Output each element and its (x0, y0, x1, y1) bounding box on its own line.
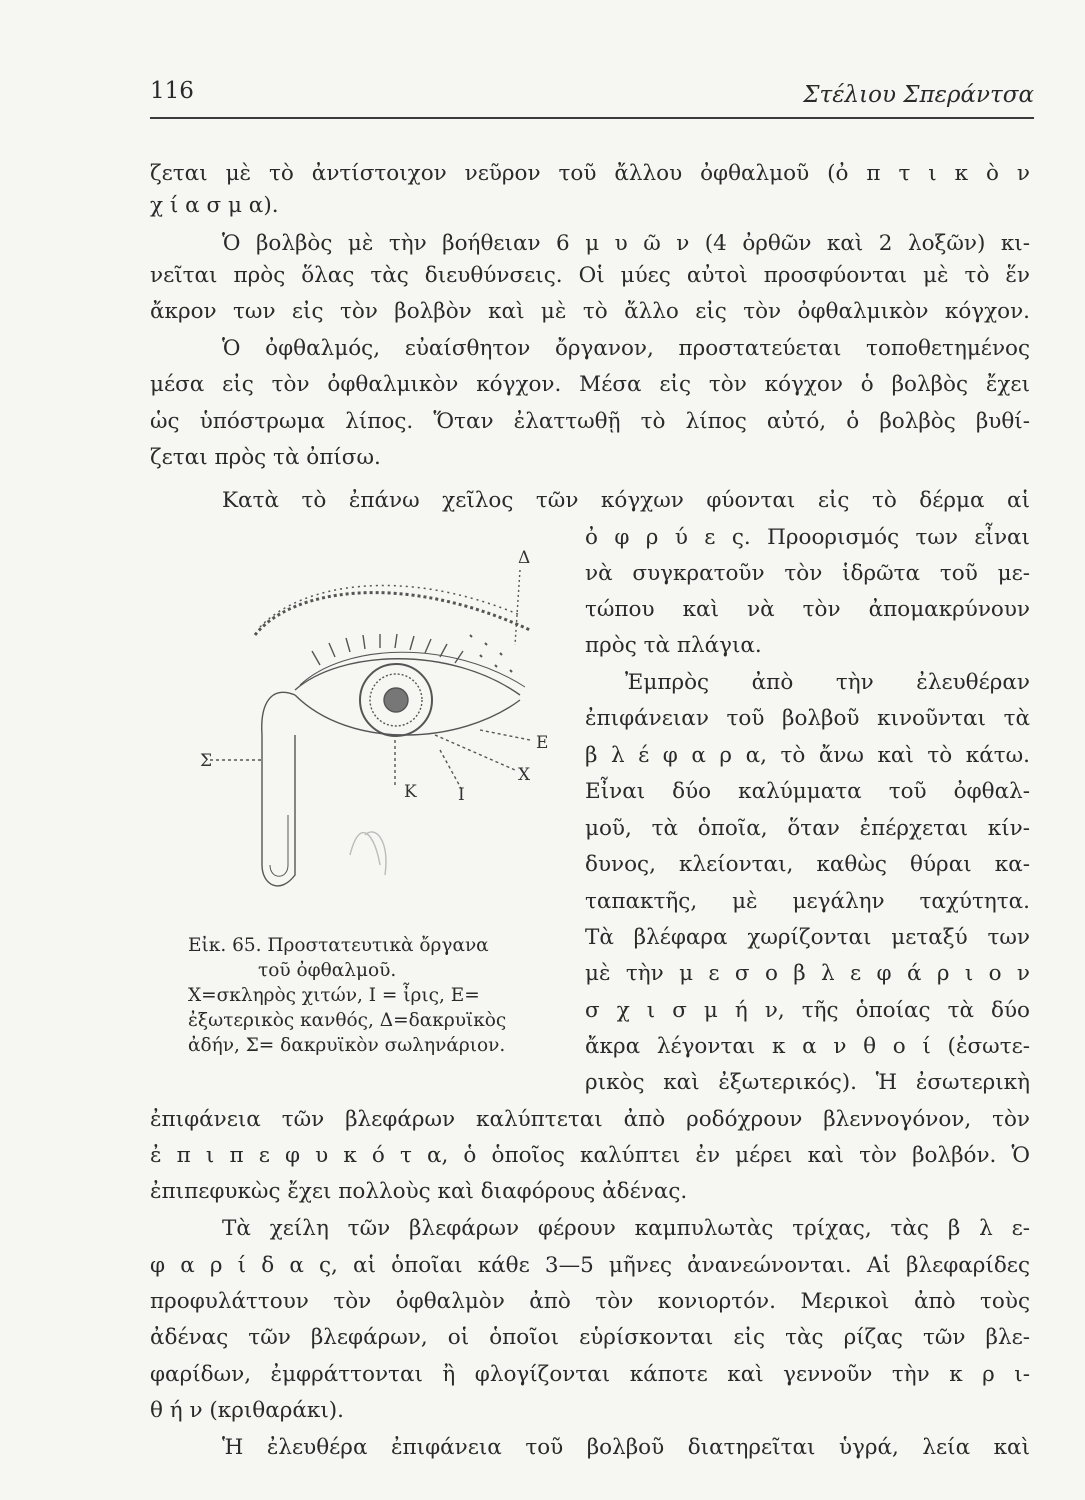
text-line: μὲ τὴν μ ε σ ο β λ ε φ ά ρ ι ο ν (585, 961, 1030, 986)
text-line: μοῦ, τὰ ὁποῖα, ὅταν ἐπέρχεται κίν- (585, 816, 1030, 841)
text-line: θ ή ν (κριθαράκι). (150, 1398, 345, 1423)
figure-label-k: Κ (404, 782, 417, 802)
text-line: ὡς ὑπόστρωμα λίπος. Ὅταν ἐλαττωθῇ τὸ λίπος αὐτό, ὁ βολβὸς βυθί- (150, 409, 1030, 434)
figure-caption-line: τοῦ ὀφθαλμοῦ. (258, 960, 397, 981)
text-line: τώπου καὶ νὰ τὸν ἀπομακρύνουν (585, 597, 1030, 622)
text-line: χ ί α σ μ α). (150, 193, 279, 218)
figure-caption-line: ἀδήν, Σ= δακρυϊκὸν σωληνάριον. (188, 1035, 506, 1056)
text-line: β λ έ φ α ρ α, τὸ ἄνω καὶ τὸ κάτω. (585, 743, 1030, 768)
text-line: ζεται πρὸς τὰ ὀπίσω. (150, 445, 381, 470)
text-line: μέσα εἰς τὸν ὀφθαλμικὸν κόγχον. Μέσα εἰς τὸν κόγχον ὁ βολβὸς ἔχει (150, 372, 1030, 397)
text-line: ἐπιφάνειαν τοῦ βολβοῦ κινοῦνται τὰ (585, 706, 1030, 731)
text-line: φ α ρ ί δ α ς, αἱ ὁποῖαι κάθε 3—5 μῆνες ἀνανεώνονται. Αἱ βλεφαρίδες (150, 1253, 1030, 1278)
eye-figure (200, 535, 575, 920)
text-line: σ χ ι σ μ ή ν, τῆς ὁποίας τὰ δύο (585, 998, 1030, 1023)
figure-caption-line: Χ=σκληρὸς χιτών, Ι = ἶρις, Ε= (188, 985, 480, 1006)
text-line: ἐ π ι π ε φ υ κ ό τ α, ὁ ὁποῖος καλύπτει ἐν μέρει καὶ τὸν βολβόν. Ὁ (150, 1143, 1030, 1168)
header-rule (150, 117, 1034, 119)
text-line: ἄκρα λέγονται κ α ν θ ο ί (ἐσωτε- (585, 1034, 1030, 1059)
figure-label-i: Ι (458, 785, 465, 805)
text-line: ἐπιφάνεια τῶν βλεφάρων καλύπτεται ἀπὸ ροδόχρουν βλεννογόνον, τὸν (150, 1107, 1030, 1132)
text-line: πρὸς τὰ πλάγια. (585, 633, 762, 658)
text-line: ἀδένας τῶν βλεφάρων, οἱ ὁποῖοι εὑρίσκονται εἰς τὰς ρίζας τῶν βλε- (150, 1325, 1030, 1350)
text-line: Ὁ ὀφθαλμός, εὐαίσθητον ὄργανον, προστατεύεται τοποθετημένος (222, 336, 1030, 361)
text-line: προφυλάττουν τὸν ὀφθαλμὸν ἀπὸ τὸν κονιορτόν. Μερικοὶ ἀπὸ τοὺς (150, 1289, 1030, 1314)
text-line: νὰ συγκρατοῦν τὸν ἱδρῶτα τοῦ με- (585, 561, 1030, 586)
eye-illustration (200, 535, 575, 920)
page-header (150, 74, 1034, 114)
text-line: ὀ φ ρ ύ ε ς. Προορισμός των εἶναι (585, 525, 1030, 550)
text-line: νεῖται πρὸς ὅλας τὰς διευθύνσεις. Οἱ μύες αὐτοὶ προσφύονται μὲ τὸ ἕν (150, 263, 1030, 288)
text-line: ζεται μὲ τὸ ἀντίστοιχον νεῦρον τοῦ ἄλλου ὀφθαλμοῦ (ὀ π τ ι κ ὸ ν (150, 161, 1030, 186)
text-line: ἐπιπεφυκὼς ἔχει πολλοὺς καὶ διαφόρους ἀδένας. (150, 1179, 688, 1204)
text-line: Ἡ ἐλευθέρα ἐπιφάνεια τοῦ βολβοῦ διατηρεῖται ὑγρά, λεία καὶ (222, 1435, 1030, 1460)
figure-label-s: Σ (200, 751, 213, 771)
page-number: 116 (150, 78, 194, 104)
running-title: Στέλιου Σπεράντσα (803, 82, 1034, 108)
figure-label-a: Δ (518, 548, 531, 568)
figure-label-e: Ε (536, 733, 549, 753)
text-line: ταπακτῆς, μὲ μεγάλην ταχύτητα. (585, 889, 1030, 914)
figure-caption-title: Εἰκ. 65. Προστατευτικὰ ὄργανα (188, 935, 489, 956)
text-line: φαρίδων, ἐμφράττονται ἢ φλογίζονται κάποτε καὶ γεννοῦν τὴν κ ρ ι- (150, 1362, 1030, 1387)
text-line: Τὰ βλέφαρα χωρίζονται μεταξύ των (585, 925, 1030, 950)
text-line: ἄκρον των εἰς τὸν βολβὸν καὶ μὲ τὸ ἄλλο εἰς τὸν ὀφθαλμικὸν κόγχον. (150, 299, 1030, 324)
text-line: Εἶναι δύο καλύμματα τοῦ ὀφθαλ- (585, 779, 1030, 804)
text-line: Ἐμπρὸς ἀπὸ τὴν ἐλευθέραν (625, 670, 1030, 695)
figure-label-x: Χ (518, 765, 531, 785)
text-line: ρικὸς καὶ ἐξωτερικός). Ἡ ἐσωτερικὴ (585, 1070, 1030, 1095)
text-line: δυνος, κλείονται, καθὼς θύραι κα- (585, 852, 1030, 877)
text-line: Ὁ βολβὸς μὲ τὴν βοήθειαν 6 μ υ ῶ ν (4 ὀρθῶν καὶ 2 λοξῶν) κι- (222, 231, 1030, 256)
text-line: Τὰ χείλη τῶν βλεφάρων φέρουν καμπυλωτὰς τρίχας, τὰς β λ ε- (222, 1216, 1030, 1241)
figure-caption-line: ἐξωτερικὸς κανθός, Δ=δακρυϊκὸς (188, 1010, 507, 1031)
text-line: Κατὰ τὸ ἐπάνω χεῖλος τῶν κόγχων φύονται εἰς τὸ δέρμα αἱ (222, 488, 1030, 513)
